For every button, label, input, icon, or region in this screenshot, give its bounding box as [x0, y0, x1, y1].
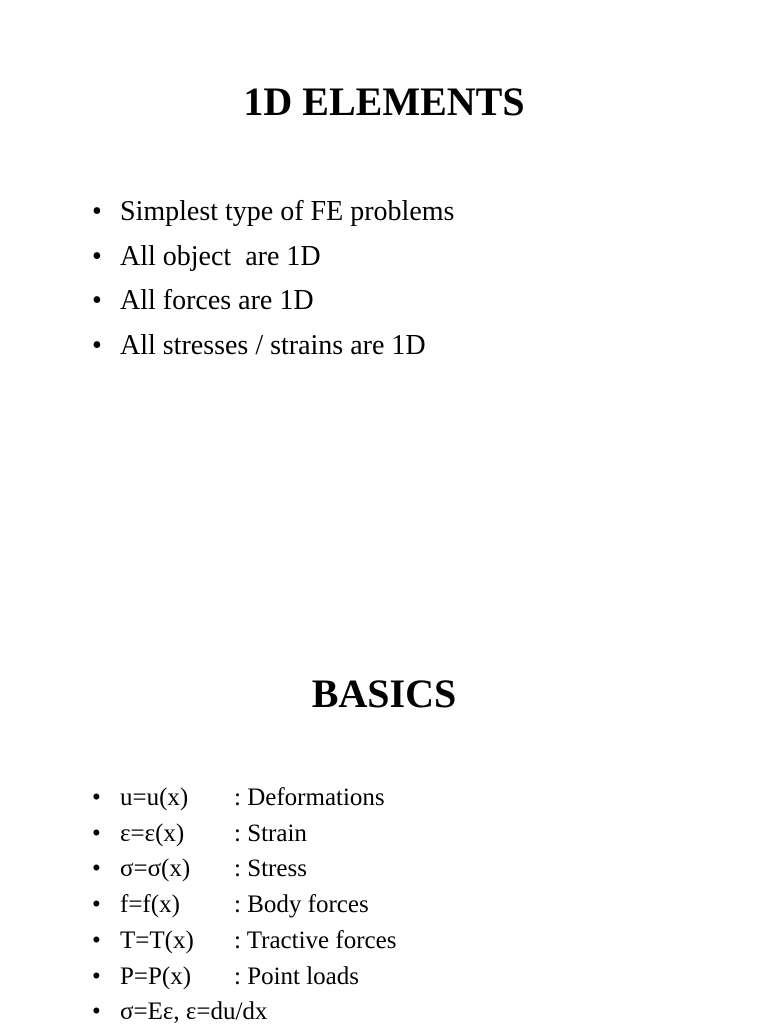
bullet-icon: •: [92, 962, 101, 990]
definition-item: [92, 887, 396, 923]
definition-symbol: ε=ε(x): [120, 819, 185, 847]
definition-item: [92, 780, 396, 816]
list-item-text: Simplest type of FE problems: [120, 196, 455, 227]
slide-title: 1D ELEMENTS: [243, 79, 525, 124]
definition-description: : Stress: [234, 855, 307, 883]
bullet-icon: •: [92, 285, 102, 316]
bullet-icon: •: [92, 196, 102, 227]
list-item-text: All stresses / strains are 1D: [120, 329, 426, 361]
definition-symbol: σ=σ(x): [120, 855, 191, 883]
bullet-icon: •: [92, 819, 101, 847]
bullet-icon: •: [92, 891, 101, 919]
list-item-text: All forces are 1D: [120, 285, 314, 316]
bullet-icon: •: [92, 926, 101, 954]
formula-text: σ=Eε, ε=du/dx: [120, 998, 268, 1026]
definition-item: [92, 923, 396, 959]
list-item-text: All object are 1D: [120, 240, 321, 272]
list-item: [92, 235, 454, 280]
definition-description: : Body forces: [234, 891, 369, 919]
definition-description: : Deformations: [234, 784, 385, 811]
list-item: [92, 279, 454, 324]
bullet-icon: •: [92, 784, 101, 811]
bullet-icon: •: [92, 998, 101, 1026]
definition-item: [92, 994, 396, 1030]
bullet-icon: •: [92, 240, 102, 272]
bullet-list: [92, 190, 454, 368]
definition-description: : Tractive forces: [234, 926, 397, 954]
definition-symbol: f=f(x): [120, 891, 180, 919]
bullet-icon: •: [92, 329, 102, 361]
list-item: [92, 190, 454, 235]
slide-title: BASICS: [311, 671, 457, 716]
definition-symbol: u=u(x): [120, 784, 189, 811]
definition-symbol: P=P(x): [120, 962, 192, 990]
definition-description: : Point loads: [234, 962, 360, 990]
definition-item: [92, 816, 396, 852]
list-item: [92, 324, 454, 369]
definition-list: [92, 780, 396, 1030]
definition-description: : Strain: [234, 819, 307, 847]
definition-symbol: T=T(x): [120, 926, 194, 954]
definition-item: [92, 959, 396, 995]
definition-item: [92, 851, 396, 887]
slide-basics: [0, 512, 768, 1024]
slide-1d-elements: [0, 0, 768, 512]
bullet-icon: •: [92, 855, 101, 883]
